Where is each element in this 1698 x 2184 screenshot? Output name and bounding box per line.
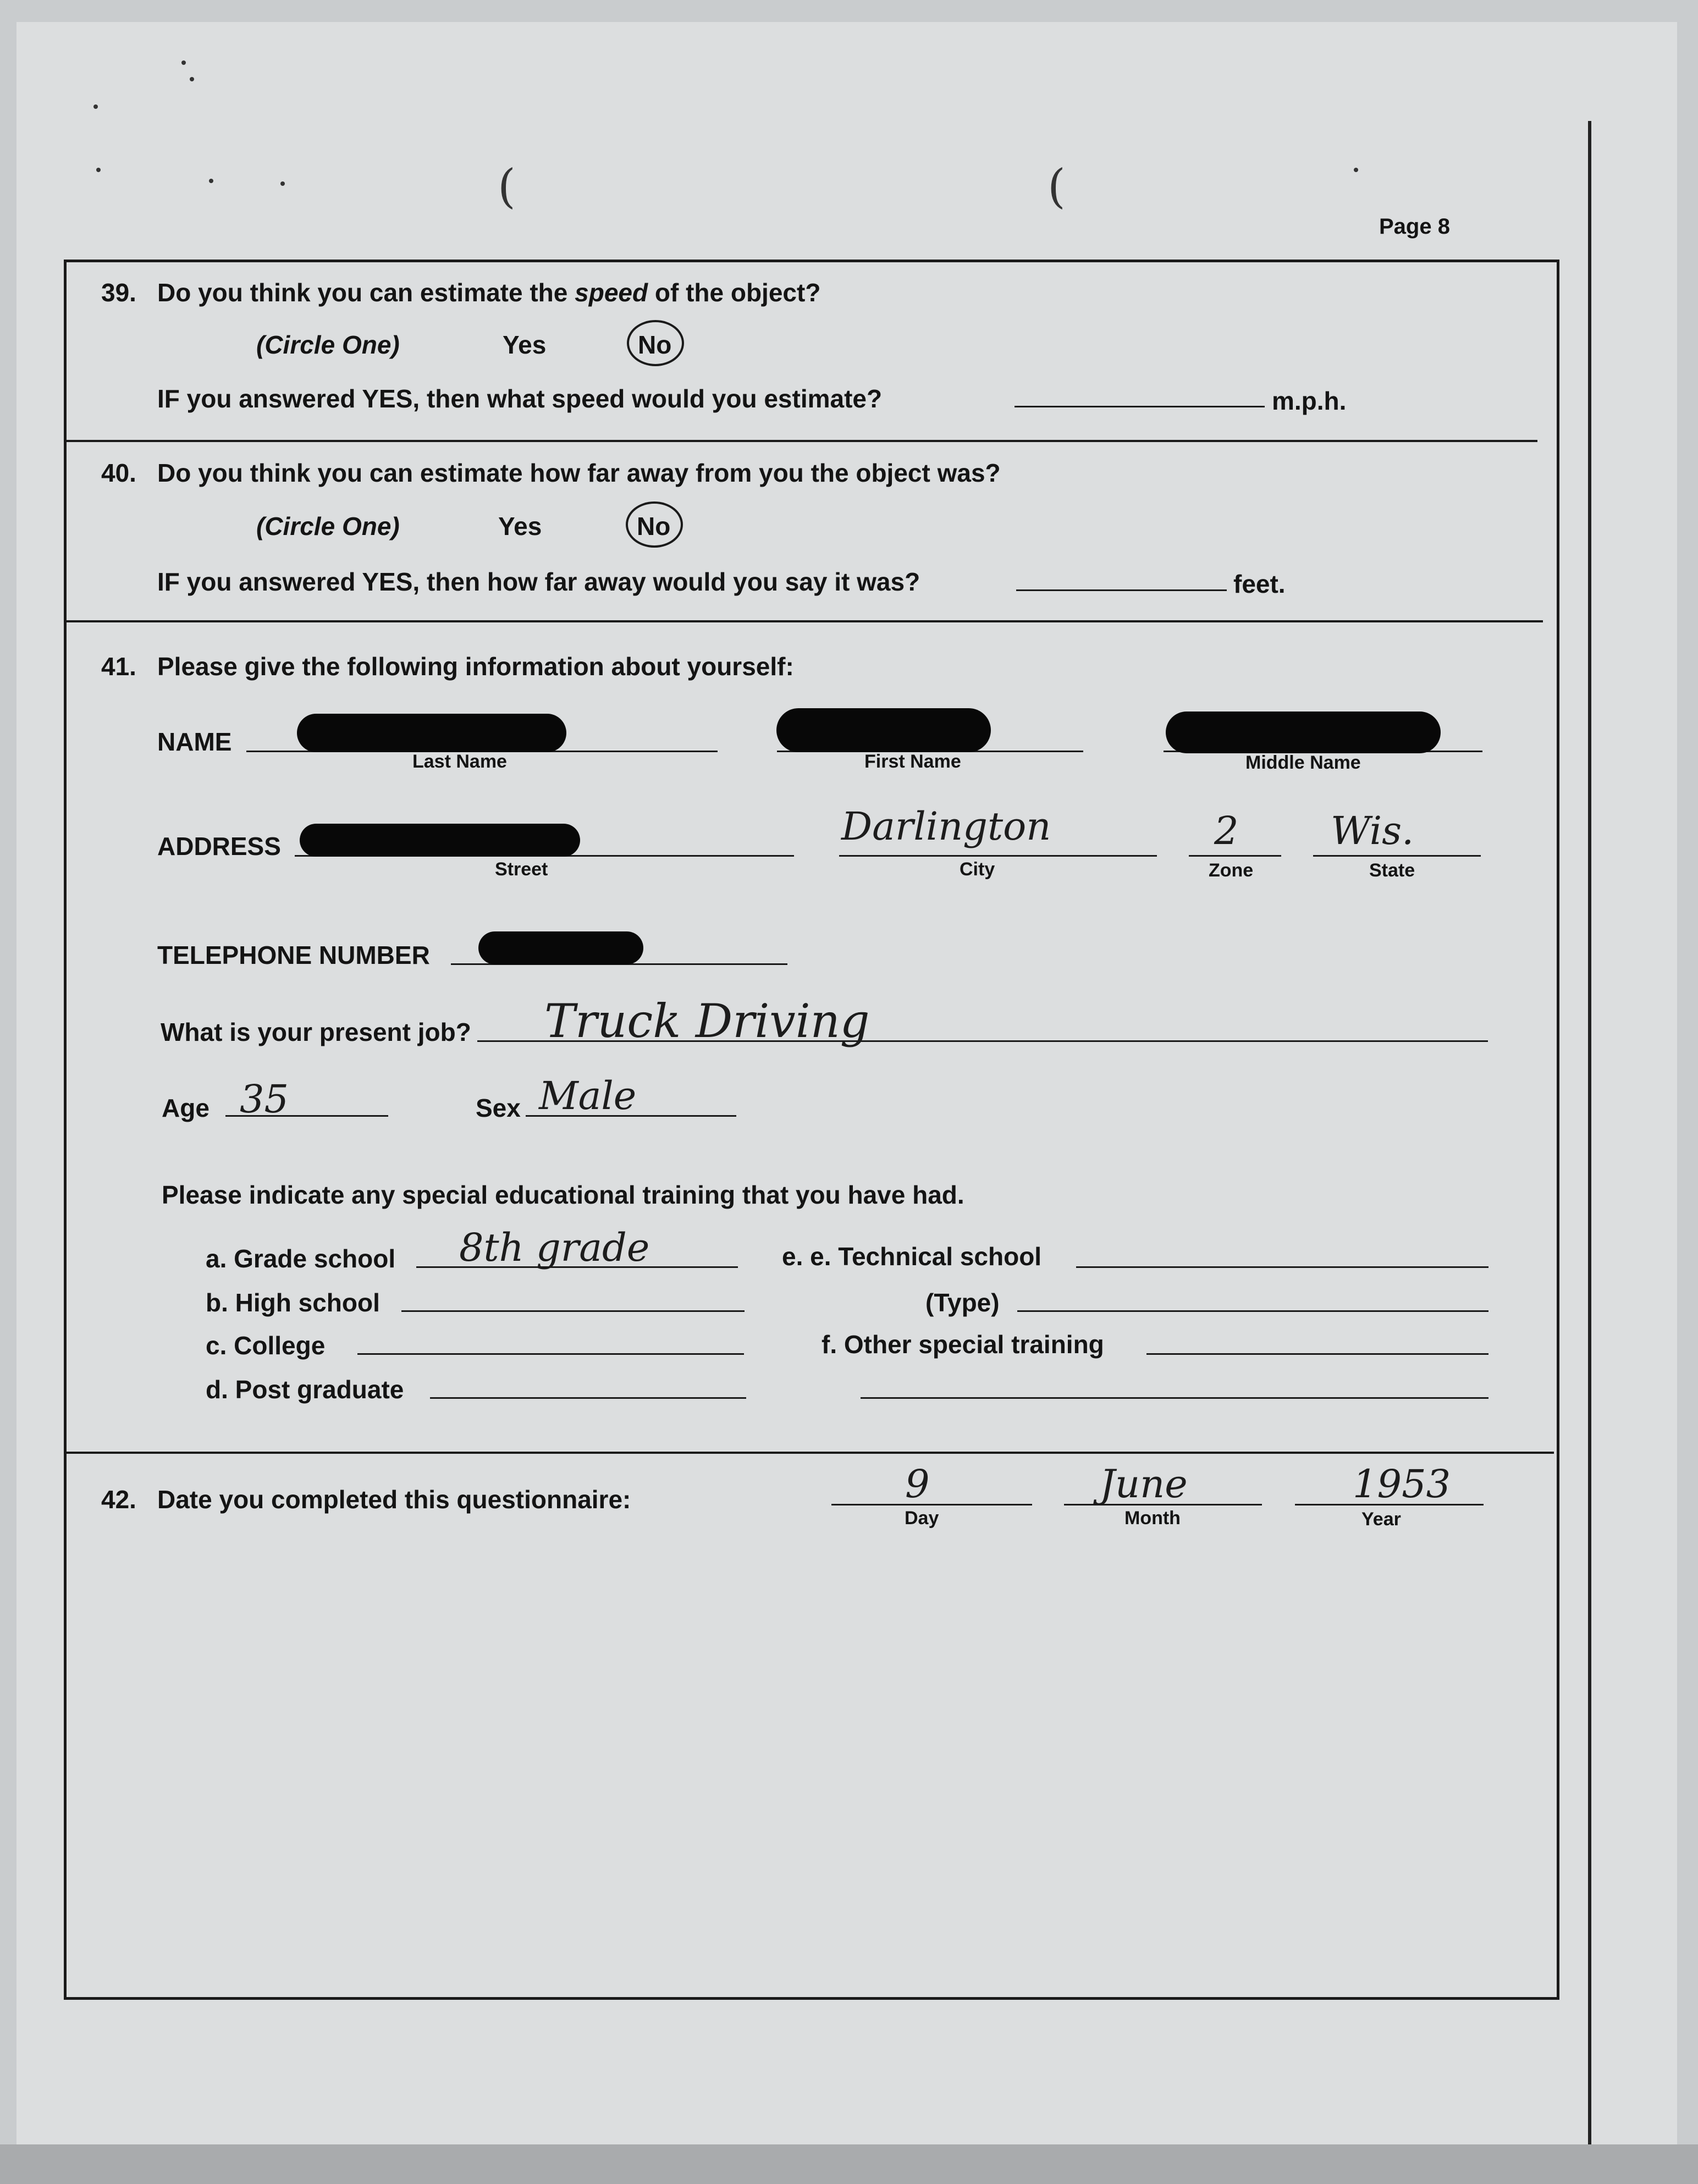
q40-unit: feet. xyxy=(1233,570,1286,598)
day-caption: Day xyxy=(905,1508,939,1529)
street-caption: Street xyxy=(495,859,548,880)
sex-handwritten-value: Male xyxy=(539,1073,637,1118)
month-handwritten-value: June xyxy=(1100,1461,1188,1507)
high-school-field[interactable] xyxy=(401,1310,745,1312)
q39-question: Do you think you can estimate the speed of the object? xyxy=(157,278,821,307)
address-label: ADDRESS xyxy=(157,832,281,861)
q40-no-circled-mark xyxy=(626,501,683,548)
redaction-street xyxy=(300,824,580,857)
zone-caption: Zone xyxy=(1209,860,1254,881)
q40-question: Do you think you can estimate how far away from you the object was? xyxy=(157,459,1001,487)
q39-unit: m.p.h. xyxy=(1272,387,1347,415)
page-number: Page 8 xyxy=(1379,214,1450,239)
state-field[interactable] xyxy=(1313,855,1481,857)
redaction-first-name xyxy=(776,708,991,752)
day-handwritten-value: 9 xyxy=(905,1461,930,1507)
scan-right-edge xyxy=(1588,121,1591,2144)
college-label: c. College xyxy=(206,1331,326,1360)
q39-circle-one: (Circle One) xyxy=(256,330,400,359)
city-caption: City xyxy=(960,859,995,880)
post-graduate-field[interactable] xyxy=(430,1397,746,1399)
other-training-label: f. Other special training xyxy=(822,1330,1104,1359)
q39-follow-up: IF you answered YES, then what speed would you estimate? xyxy=(157,384,883,413)
section-divider xyxy=(64,1452,1554,1454)
q39-number: 39. xyxy=(101,278,136,307)
job-label: What is your present job? xyxy=(161,1018,471,1046)
grade-school-handwritten-value: 8th grade xyxy=(459,1225,650,1270)
technical-type-label: (Type) xyxy=(925,1288,1000,1317)
first-name-caption: First Name xyxy=(864,751,961,772)
q40-number: 40. xyxy=(101,459,136,487)
age-label: Age xyxy=(162,1094,210,1122)
high-school-label: b. High school xyxy=(206,1288,380,1317)
telephone-label: TELEPHONE NUMBER xyxy=(157,941,430,969)
zone-field[interactable] xyxy=(1189,855,1281,857)
state-caption: State xyxy=(1369,860,1415,881)
q42-question: Date you completed this questionnaire: xyxy=(157,1485,631,1514)
q40-follow-up: IF you answered YES, then how far away would you say it was? xyxy=(157,567,920,596)
zone-handwritten-value: 2 xyxy=(1214,808,1239,853)
scan-speck xyxy=(96,168,101,172)
name-label: NAME xyxy=(157,727,232,756)
section-divider xyxy=(64,440,1537,442)
scan-speck xyxy=(209,179,213,183)
technical-type-field[interactable] xyxy=(1017,1310,1488,1312)
city-handwritten-value: Darlington xyxy=(841,804,1051,849)
age-handwritten-value: 35 xyxy=(240,1077,289,1122)
binder-hole-mark: ( xyxy=(1048,159,1066,213)
city-field[interactable] xyxy=(839,855,1157,857)
q39-speed-blank[interactable] xyxy=(1015,406,1265,407)
scan-speck xyxy=(190,77,194,81)
training-intro: Please indicate any special educational training that you have had. xyxy=(162,1181,964,1209)
last-name-caption: Last Name xyxy=(412,751,507,772)
scan-speck xyxy=(1354,168,1358,172)
job-handwritten-value: Truck Driving xyxy=(544,994,870,1048)
redaction-telephone xyxy=(478,931,643,964)
q39-yes-option[interactable]: Yes xyxy=(503,330,547,359)
state-handwritten-value: Wis. xyxy=(1331,808,1414,853)
section-divider xyxy=(64,620,1543,622)
month-caption: Month xyxy=(1124,1508,1181,1529)
q40-yes-option[interactable]: Yes xyxy=(498,512,542,541)
college-field[interactable] xyxy=(357,1353,744,1355)
redaction-middle-name xyxy=(1166,712,1441,753)
q40-distance-blank[interactable] xyxy=(1016,589,1227,591)
scan-bottom-edge xyxy=(0,2144,1698,2184)
day-field[interactable] xyxy=(831,1504,1032,1505)
scan-speck xyxy=(280,181,285,186)
binder-hole-mark: ( xyxy=(498,159,516,213)
q41-number: 41. xyxy=(101,652,136,681)
redaction-last-name xyxy=(297,714,566,752)
scan-speck xyxy=(181,60,186,65)
q41-intro: Please give the following information about yourself: xyxy=(157,652,794,681)
middle-name-caption: Middle Name xyxy=(1245,752,1361,773)
other-training-field-line-2[interactable] xyxy=(861,1397,1488,1399)
grade-school-label: a. Grade school xyxy=(206,1244,396,1273)
year-handwritten-value: 1953 xyxy=(1353,1461,1451,1507)
q39-no-option[interactable]: No xyxy=(638,330,672,359)
scan-speck xyxy=(93,104,98,109)
technical-school-label: e. e. Technical school xyxy=(782,1242,1042,1271)
post-graduate-label: d. Post graduate xyxy=(206,1375,404,1404)
sex-label: Sex xyxy=(476,1094,521,1122)
q40-circle-one: (Circle One) xyxy=(256,512,400,541)
q42-number: 42. xyxy=(101,1485,136,1514)
q39-no-circled-mark xyxy=(627,320,684,366)
other-training-field[interactable] xyxy=(1146,1353,1488,1355)
year-caption: Year xyxy=(1361,1509,1401,1530)
q40-no-option[interactable]: No xyxy=(637,512,671,541)
technical-school-field[interactable] xyxy=(1076,1266,1488,1268)
